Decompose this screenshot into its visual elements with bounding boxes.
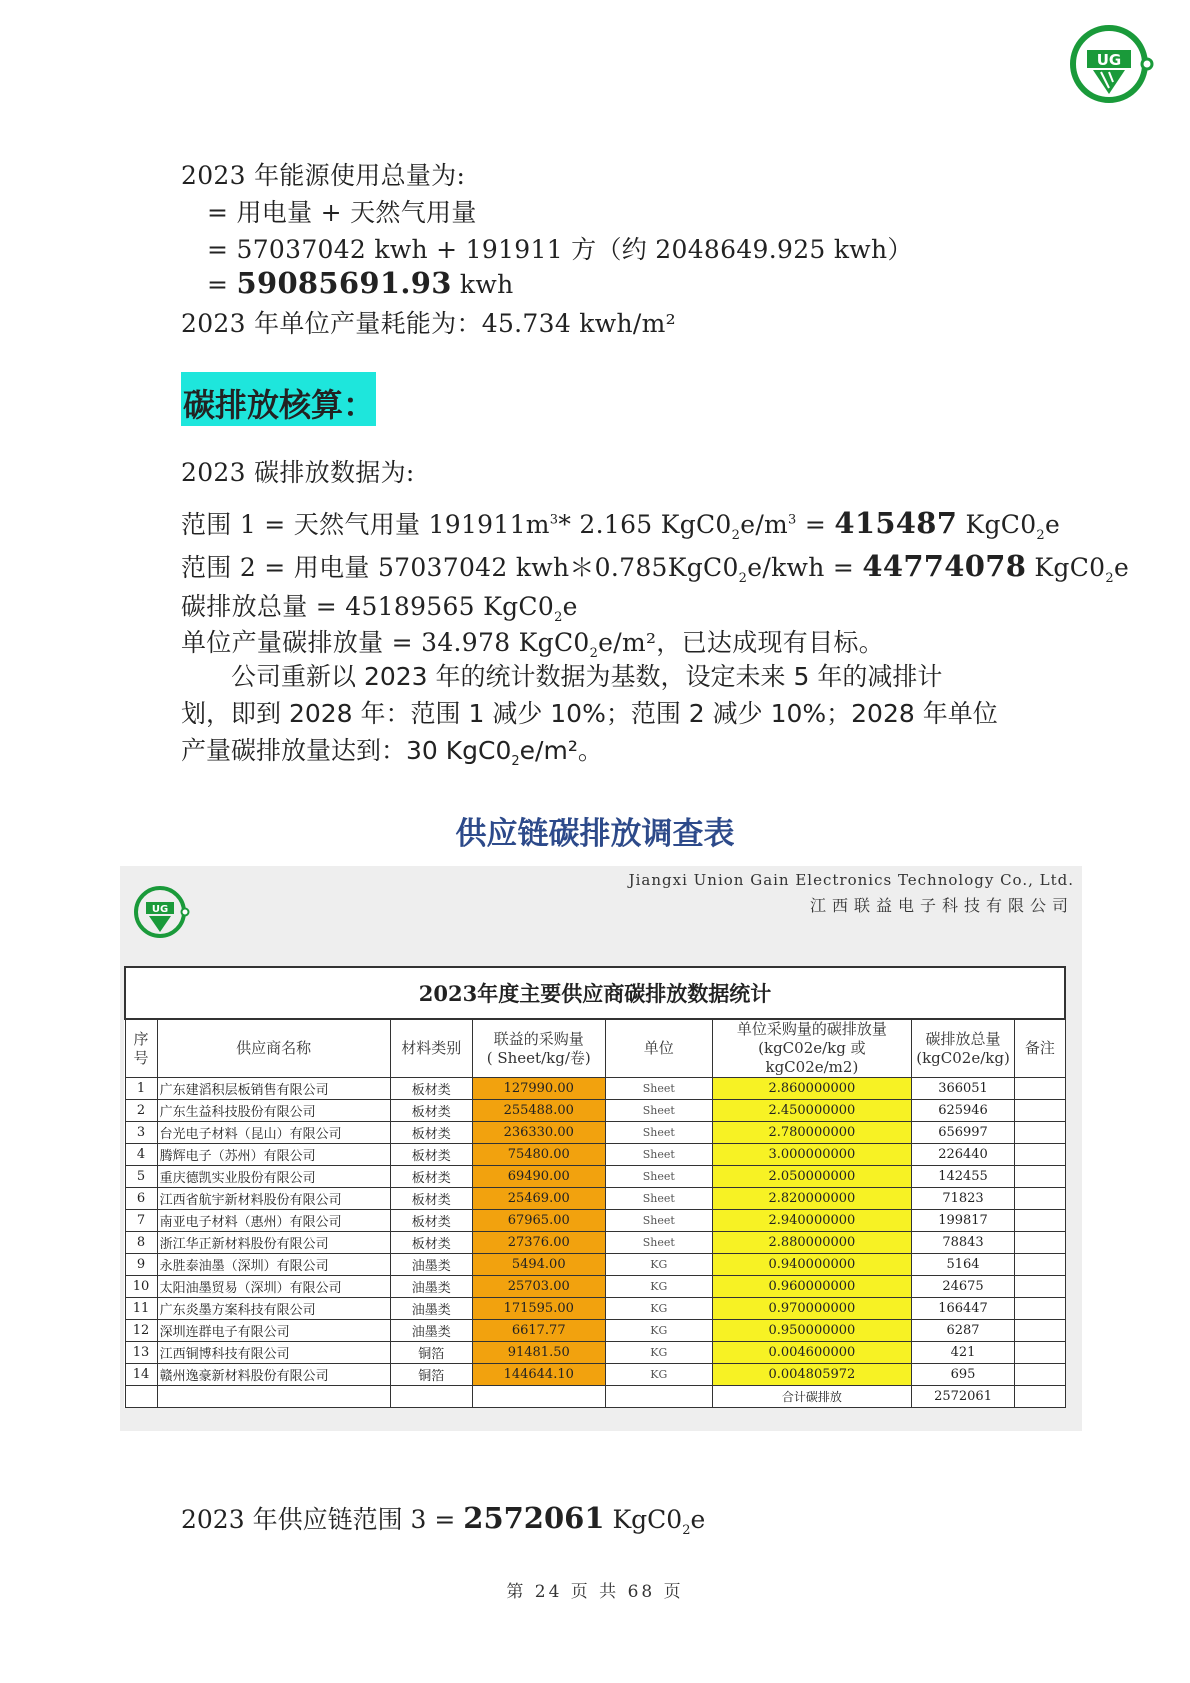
- table-cell: 127990.00: [472, 1078, 605, 1100]
- table-cell: 板材类: [390, 1232, 472, 1254]
- table-cell: 71823: [911, 1188, 1014, 1210]
- table-cell: 板材类: [390, 1188, 472, 1210]
- table-row: [125, 1364, 1065, 1386]
- table-cell: 江西省航宇新材料股份有限公司: [157, 1188, 390, 1210]
- table-cell: 226440: [911, 1144, 1014, 1166]
- table-row: [125, 1100, 1065, 1122]
- survey-title: 供应链碳排放调查表: [455, 816, 735, 852]
- table-cell: 油墨类: [390, 1298, 472, 1320]
- table-row: [125, 1122, 1065, 1144]
- page-footer: 第 24 页 共 68 页: [506, 1582, 684, 1602]
- table-cell: [1015, 1100, 1065, 1122]
- table-cell: 铜箔: [390, 1364, 472, 1386]
- panel-logo-text: UG: [151, 904, 169, 915]
- table-header-cell: 单位采购量的碳排放量 (kgC02e/kg 或 kgC02e/m2): [712, 1019, 911, 1078]
- energy-line-1: 2023 年能源使用总量为:: [181, 161, 466, 190]
- table-cell: 75480.00: [472, 1144, 605, 1166]
- table-cell: 14: [125, 1364, 157, 1386]
- table-cell: 10: [125, 1276, 157, 1298]
- plan-line-2: 划，即到 2028 年：范围 1 减少 10%；范围 2 减少 10%；2028 年单位: [181, 699, 998, 728]
- table-cell: 695: [911, 1364, 1014, 1386]
- supplier-survey-panel: [120, 866, 1082, 1431]
- table-cell: 255488.00: [472, 1100, 605, 1122]
- table-cell: KG: [605, 1364, 712, 1386]
- table-cell: 2: [125, 1100, 157, 1122]
- table-row: [125, 1210, 1065, 1232]
- table-cell: 24675: [911, 1276, 1014, 1298]
- table-cell: [1015, 1122, 1065, 1144]
- table-cell: 0.970000000: [712, 1298, 911, 1320]
- table-cell: 236330.00: [472, 1122, 605, 1144]
- table-cell: 199817: [911, 1210, 1014, 1232]
- table-cell: 625946: [911, 1100, 1014, 1122]
- table-cell: 6617.77: [472, 1320, 605, 1342]
- table-cell: [1015, 1166, 1065, 1188]
- table-cell: 0.960000000: [712, 1276, 911, 1298]
- table-cell: KG: [605, 1254, 712, 1276]
- company-logo-icon: [1067, 20, 1157, 110]
- table-cell: 67965.00: [472, 1210, 605, 1232]
- table-cell: 0.004805972: [712, 1364, 911, 1386]
- table-cell: 142455: [911, 1166, 1014, 1188]
- table-cell: 2.820000000: [712, 1188, 911, 1210]
- table-cell: 0.950000000: [712, 1320, 911, 1342]
- table-row: [125, 1188, 1065, 1210]
- table-cell: Sheet: [605, 1144, 712, 1166]
- total-emission-line: 碳排放总量 = 45189565 $KgC0_2e$: [181, 592, 578, 625]
- table-cell: KG: [605, 1320, 712, 1342]
- table-cell: 板材类: [390, 1078, 472, 1100]
- table-cell: 25469.00: [472, 1188, 605, 1210]
- table-cell: 广东炎墨方案科技有限公司: [157, 1298, 390, 1320]
- table-cell: [157, 1386, 390, 1408]
- table-cell: 腾辉电子（苏州）有限公司: [157, 1144, 390, 1166]
- table-row: [125, 1144, 1065, 1166]
- plan-line-3: 产量碳排放量达到：30 $KgC0_2e/m^2$。: [181, 736, 603, 769]
- table-cell: 27376.00: [472, 1232, 605, 1254]
- scope3-value: 2572061: [463, 1501, 605, 1535]
- table-cell: 5: [125, 1166, 157, 1188]
- table-cell: 171595.00: [472, 1298, 605, 1320]
- table-cell: 油墨类: [390, 1320, 472, 1342]
- table-cell: KG: [605, 1342, 712, 1364]
- table-total-row: [125, 1386, 1065, 1408]
- table-cell: 板材类: [390, 1122, 472, 1144]
- table-cell: [1015, 1188, 1065, 1210]
- table-cell: 6: [125, 1188, 157, 1210]
- table-row: [125, 1166, 1065, 1188]
- table-cell: KG: [605, 1276, 712, 1298]
- table-cell: 1: [125, 1078, 157, 1100]
- table-cell: 144644.10: [472, 1364, 605, 1386]
- table-cell: [1015, 1210, 1065, 1232]
- table-header-cell: 材料类别: [390, 1019, 472, 1078]
- scope1-value: 415487: [834, 506, 958, 540]
- table-cell: 太阳油墨贸易（深圳）有限公司: [157, 1276, 390, 1298]
- table-cell: 铜箔: [390, 1342, 472, 1364]
- plan-line-1: 公司重新以 2023 年的统计数据为基数，设定未来 5 年的减排计: [181, 662, 943, 691]
- table-cell: 8: [125, 1232, 157, 1254]
- scope2-value: 44774078: [862, 549, 1027, 583]
- table-cell: 78843: [911, 1232, 1014, 1254]
- table-row: [125, 1276, 1065, 1298]
- table-cell: 69490.00: [472, 1166, 605, 1188]
- table-cell: 2.780000000: [712, 1122, 911, 1144]
- energy-line-5: 2023 年单位产量耗能为：45.734 kwh/m²: [181, 309, 676, 338]
- table-cell: Sheet: [605, 1210, 712, 1232]
- table-cell: [125, 1386, 157, 1408]
- table-cell: [1015, 1232, 1065, 1254]
- company-name-cn: 江西联益电子科技有限公司: [809, 896, 1074, 915]
- energy-total-unit: kwh: [451, 270, 514, 299]
- table-cell: 广东生益科技股份有限公司: [157, 1100, 390, 1122]
- table-cell: [1015, 1144, 1065, 1166]
- table-cell: KG: [605, 1298, 712, 1320]
- table-cell: Sheet: [605, 1122, 712, 1144]
- table-cell: 3: [125, 1122, 157, 1144]
- energy-line-2: = 用电量 + 天然气用量: [207, 198, 477, 227]
- table-cell: 赣州逸豪新材料股份有限公司: [157, 1364, 390, 1386]
- table-cell: Sheet: [605, 1232, 712, 1254]
- table-cell: [605, 1386, 712, 1408]
- table-cell: 2.880000000: [712, 1232, 911, 1254]
- table-cell: [1015, 1342, 1065, 1364]
- table-cell: 7: [125, 1210, 157, 1232]
- table-cell: 421: [911, 1342, 1014, 1364]
- table-cell: 4: [125, 1144, 157, 1166]
- table-cell: [1015, 1298, 1065, 1320]
- table-row: [125, 1078, 1065, 1100]
- logo-text: UG: [1096, 51, 1122, 69]
- table-cell: 江西铜博科技有限公司: [157, 1342, 390, 1364]
- table-cell: 台光电子材料（昆山）有限公司: [157, 1122, 390, 1144]
- table-cell: 2.050000000: [712, 1166, 911, 1188]
- table-header-cell: 单位: [605, 1019, 712, 1078]
- table-cell: 13: [125, 1342, 157, 1364]
- table-cell: 166447: [911, 1298, 1014, 1320]
- table-cell: 板材类: [390, 1144, 472, 1166]
- carbon-intro: 2023 碳排放数据为:: [181, 458, 415, 487]
- table-cell: 656997: [911, 1122, 1014, 1144]
- table-header-cell: 备注: [1015, 1019, 1065, 1078]
- table-cell: 5164: [911, 1254, 1014, 1276]
- scope2-line: 范围 2 = 用电量 57037042 $kwh*0.785KgC0_2e$/kwh = 44774078 $KgC0_2e$: [181, 549, 1130, 586]
- table-cell: 6287: [911, 1320, 1014, 1342]
- table-cell: Sheet: [605, 1078, 712, 1100]
- table-header-cell: 碳排放总量 (kgC02e/kg): [911, 1019, 1014, 1078]
- table-cell: Sheet: [605, 1188, 712, 1210]
- table-cell: 25703.00: [472, 1276, 605, 1298]
- table-cell: [1015, 1078, 1065, 1100]
- table-cell: 南亚电子材料（惠州）有限公司: [157, 1210, 390, 1232]
- scope1-line: 范围 1 = 天然气用量 $191911m^3*$ 2.165 $KgC0_2e/m^3 = 415487$ $KgC0_2e$: [181, 506, 1061, 543]
- table-row: [125, 1232, 1065, 1254]
- table-header-cell: 联益的采购量 ( Sheet/kg/卷): [472, 1019, 605, 1078]
- table-cell: 0.004600000: [712, 1342, 911, 1364]
- energy-total-prefix: =: [207, 270, 237, 299]
- table-cell: 油墨类: [390, 1276, 472, 1298]
- table-cell: 广东建滔积层板销售有限公司: [157, 1078, 390, 1100]
- supplier-emission-table: [124, 966, 1066, 1408]
- table-cell: 2.450000000: [712, 1100, 911, 1122]
- table-cell: [1015, 1364, 1065, 1386]
- energy-total-value: 59085691.93: [236, 266, 452, 300]
- table-cell: 11: [125, 1298, 157, 1320]
- table-header-cell: 供应商名称: [157, 1019, 390, 1078]
- table-row: [125, 1298, 1065, 1320]
- table-cell: 板材类: [390, 1100, 472, 1122]
- table-cell: 0.940000000: [712, 1254, 911, 1276]
- table-cell: 12: [125, 1320, 157, 1342]
- table-cell: [1015, 1254, 1065, 1276]
- table-title: 2023年度主要供应商碳排放数据统计: [125, 967, 1065, 1019]
- total-label: 合计碳排放: [712, 1386, 911, 1408]
- table-header-cell: 序号: [125, 1019, 157, 1078]
- table-cell: 油墨类: [390, 1254, 472, 1276]
- table-cell: [1015, 1320, 1065, 1342]
- table-row: [125, 1320, 1065, 1342]
- table-row: [125, 1342, 1065, 1364]
- unit-emission-line: 单位产量碳排放量 = 34.978 $KgC0_2e/m^2$，已达成现有目标。: [181, 628, 885, 661]
- table-cell: 2.940000000: [712, 1210, 911, 1232]
- table-cell: [472, 1386, 605, 1408]
- table-cell: 板材类: [390, 1210, 472, 1232]
- carbon-heading: 碳排放核算：: [183, 386, 376, 424]
- table-cell: 浙江华正新材料股份有限公司: [157, 1232, 390, 1254]
- table-cell: [1015, 1386, 1065, 1408]
- table-cell: [390, 1386, 472, 1408]
- table-cell: Sheet: [605, 1100, 712, 1122]
- table-cell: 5494.00: [472, 1254, 605, 1276]
- energy-line-3: = 57037042 kwh + 191911 方（约 2048649.925 kwh）: [207, 235, 913, 264]
- table-cell: 91481.50: [472, 1342, 605, 1364]
- table-cell: 3.000000000: [712, 1144, 911, 1166]
- energy-line-4: [207, 266, 513, 300]
- table-cell: 2.860000000: [712, 1078, 911, 1100]
- table-cell: Sheet: [605, 1166, 712, 1188]
- table-cell: 板材类: [390, 1166, 472, 1188]
- table-cell: 366051: [911, 1078, 1014, 1100]
- table-cell: [1015, 1276, 1065, 1298]
- table-row: [125, 1254, 1065, 1276]
- table-cell: 永胜泰油墨（深圳）有限公司: [157, 1254, 390, 1276]
- scope3-line: 2023 年供应链范围 3 = 2572061 $KgC0_2e$: [181, 1501, 706, 1538]
- table-cell: 深圳连群电子有限公司: [157, 1320, 390, 1342]
- total-value: 2572061: [911, 1386, 1014, 1408]
- panel-logo-icon: [132, 880, 192, 944]
- table-cell: 9: [125, 1254, 157, 1276]
- company-name-en: Jiangxi Union Gain Electronics Technology Co., Ltd.: [628, 871, 1074, 889]
- table-cell: 重庆德凯实业股份有限公司: [157, 1166, 390, 1188]
